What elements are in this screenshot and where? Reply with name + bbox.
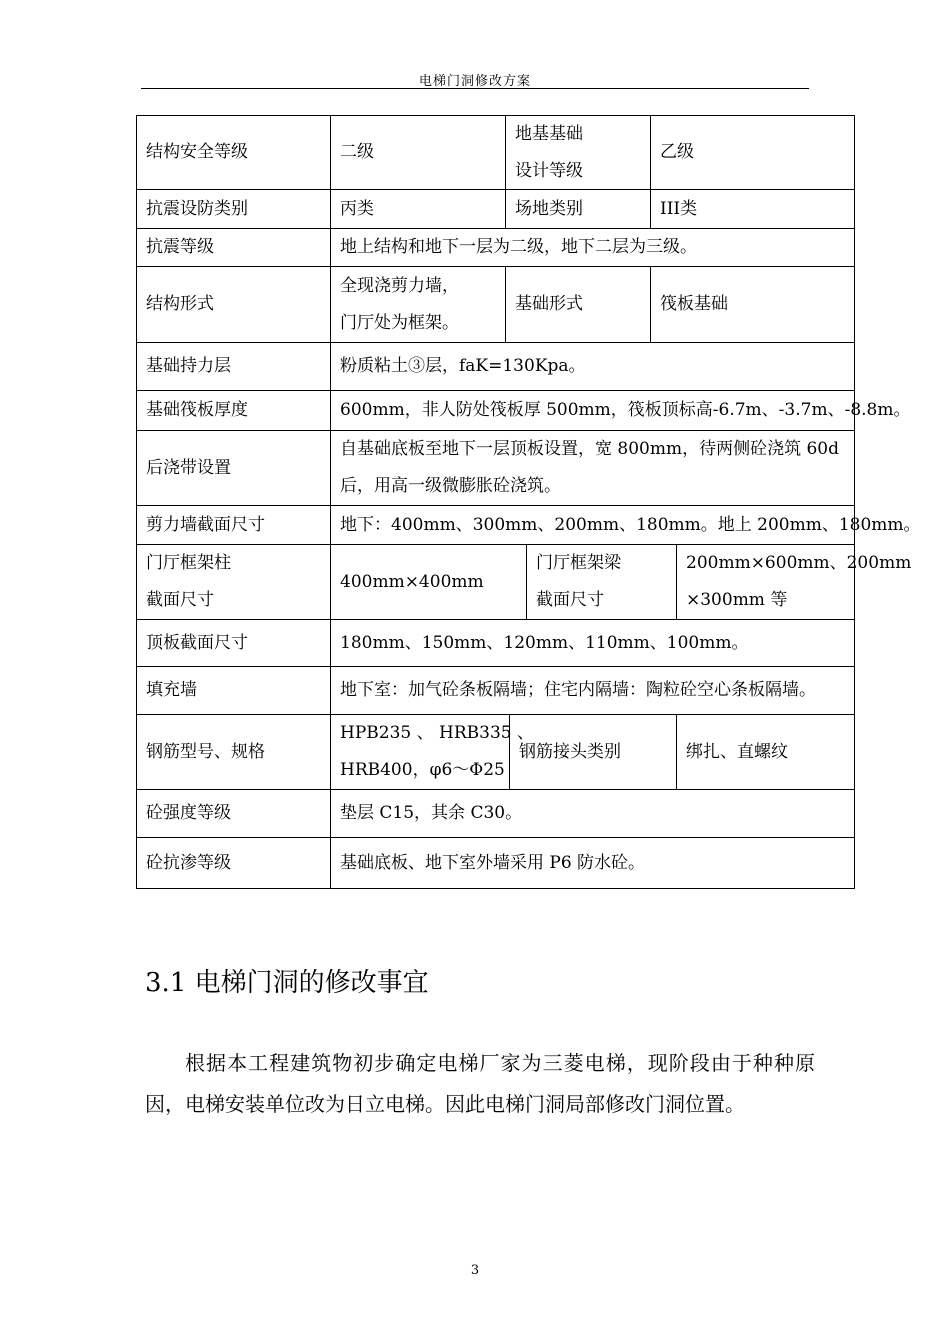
table-cell: 抗震等级 [136, 228, 331, 267]
table-cell: 自基础底板至地下一层顶板设置，宽 800mm，待两侧砼浇筑 60d 后，用高一级微膨胀砼浇筑。 [330, 430, 855, 506]
table-cell: 地上结构和地下一层为二级，地下二层为三级。 [330, 228, 855, 267]
table-cell: III类 [650, 189, 855, 229]
table-cell: 二级 [330, 115, 506, 190]
table-cell: 砼抗渗等级 [136, 837, 331, 889]
table-cell: 基础底板、地下室外墙采用 P6 防水砼。 [330, 837, 855, 889]
table-cell: 剪力墙截面尺寸 [136, 505, 331, 545]
table-cell: 200mm×600mm、200mm ×300mm 等 [676, 544, 855, 620]
page-number: 3 [470, 1263, 480, 1278]
table-cell: 抗震设防类别 [136, 189, 331, 229]
table-cell: 粉质粘土③层，faK=130Kpa。 [330, 342, 855, 391]
table-cell: 结构形式 [136, 266, 331, 343]
table-cell: 垫层 C15，其余 C30。 [330, 789, 855, 838]
table-cell: 400mm×400mm [330, 544, 527, 620]
table-cell: 基础形式 [505, 266, 651, 343]
table-cell: 地下室：加气砼条板隔墙；住宅内隔墙：陶粒砼空心条板隔墙。 [330, 666, 855, 715]
table-cell: 600mm，非人防处筏板厚 500mm，筏板顶标高-6.7m、-3.7m、-8.8m。 [330, 390, 855, 431]
table-cell: HPB235 、 HRB335 、 HRB400，φ6～Φ25 [330, 714, 510, 790]
table-cell: 砼强度等级 [136, 789, 331, 838]
section-heading: 3.1 电梯门洞的修改事宜 [145, 968, 429, 998]
table-cell: 门厅框架柱 截面尺寸 [136, 544, 331, 620]
table-cell: 后浇带设置 [136, 430, 331, 506]
table-cell: 顶板截面尺寸 [136, 619, 331, 667]
table-cell: 乙级 [650, 115, 855, 190]
table-cell: 丙类 [330, 189, 506, 229]
table-cell: 地基基础 设计等级 [505, 115, 651, 190]
body-paragraph: 根据本工程建筑物初步确定电梯厂家为三菱电梯，现阶段由于种种原因，电梯安装单位改为日立电梯。因此电梯门洞局部修改门洞位置。 [145, 1051, 815, 1116]
table-cell: 结构安全等级 [136, 115, 331, 190]
table-cell: 基础筏板厚度 [136, 390, 331, 431]
table-cell: 钢筋接头类别 [509, 714, 677, 790]
table-cell: 钢筋型号、规格 [136, 714, 331, 790]
header-rule [141, 88, 809, 89]
table-cell: 筏板基础 [650, 266, 855, 343]
header-title: 电梯门洞修改方案 [418, 74, 531, 89]
table-cell: 填充墙 [136, 666, 331, 715]
table-cell: 地下：400mm、300mm、200mm、180mm。地上 200mm、180mm。 [330, 505, 855, 545]
table-cell: 基础持力层 [136, 342, 331, 391]
table-cell: 绑扎、直螺纹 [676, 714, 855, 790]
table-cell: 全现浇剪力墙， 门厅处为框架。 [330, 266, 506, 343]
table-cell: 门厅框架梁 截面尺寸 [526, 544, 677, 620]
table-cell: 180mm、150mm、120mm、110mm、100mm。 [330, 619, 855, 667]
table-cell: 场地类别 [505, 189, 651, 229]
